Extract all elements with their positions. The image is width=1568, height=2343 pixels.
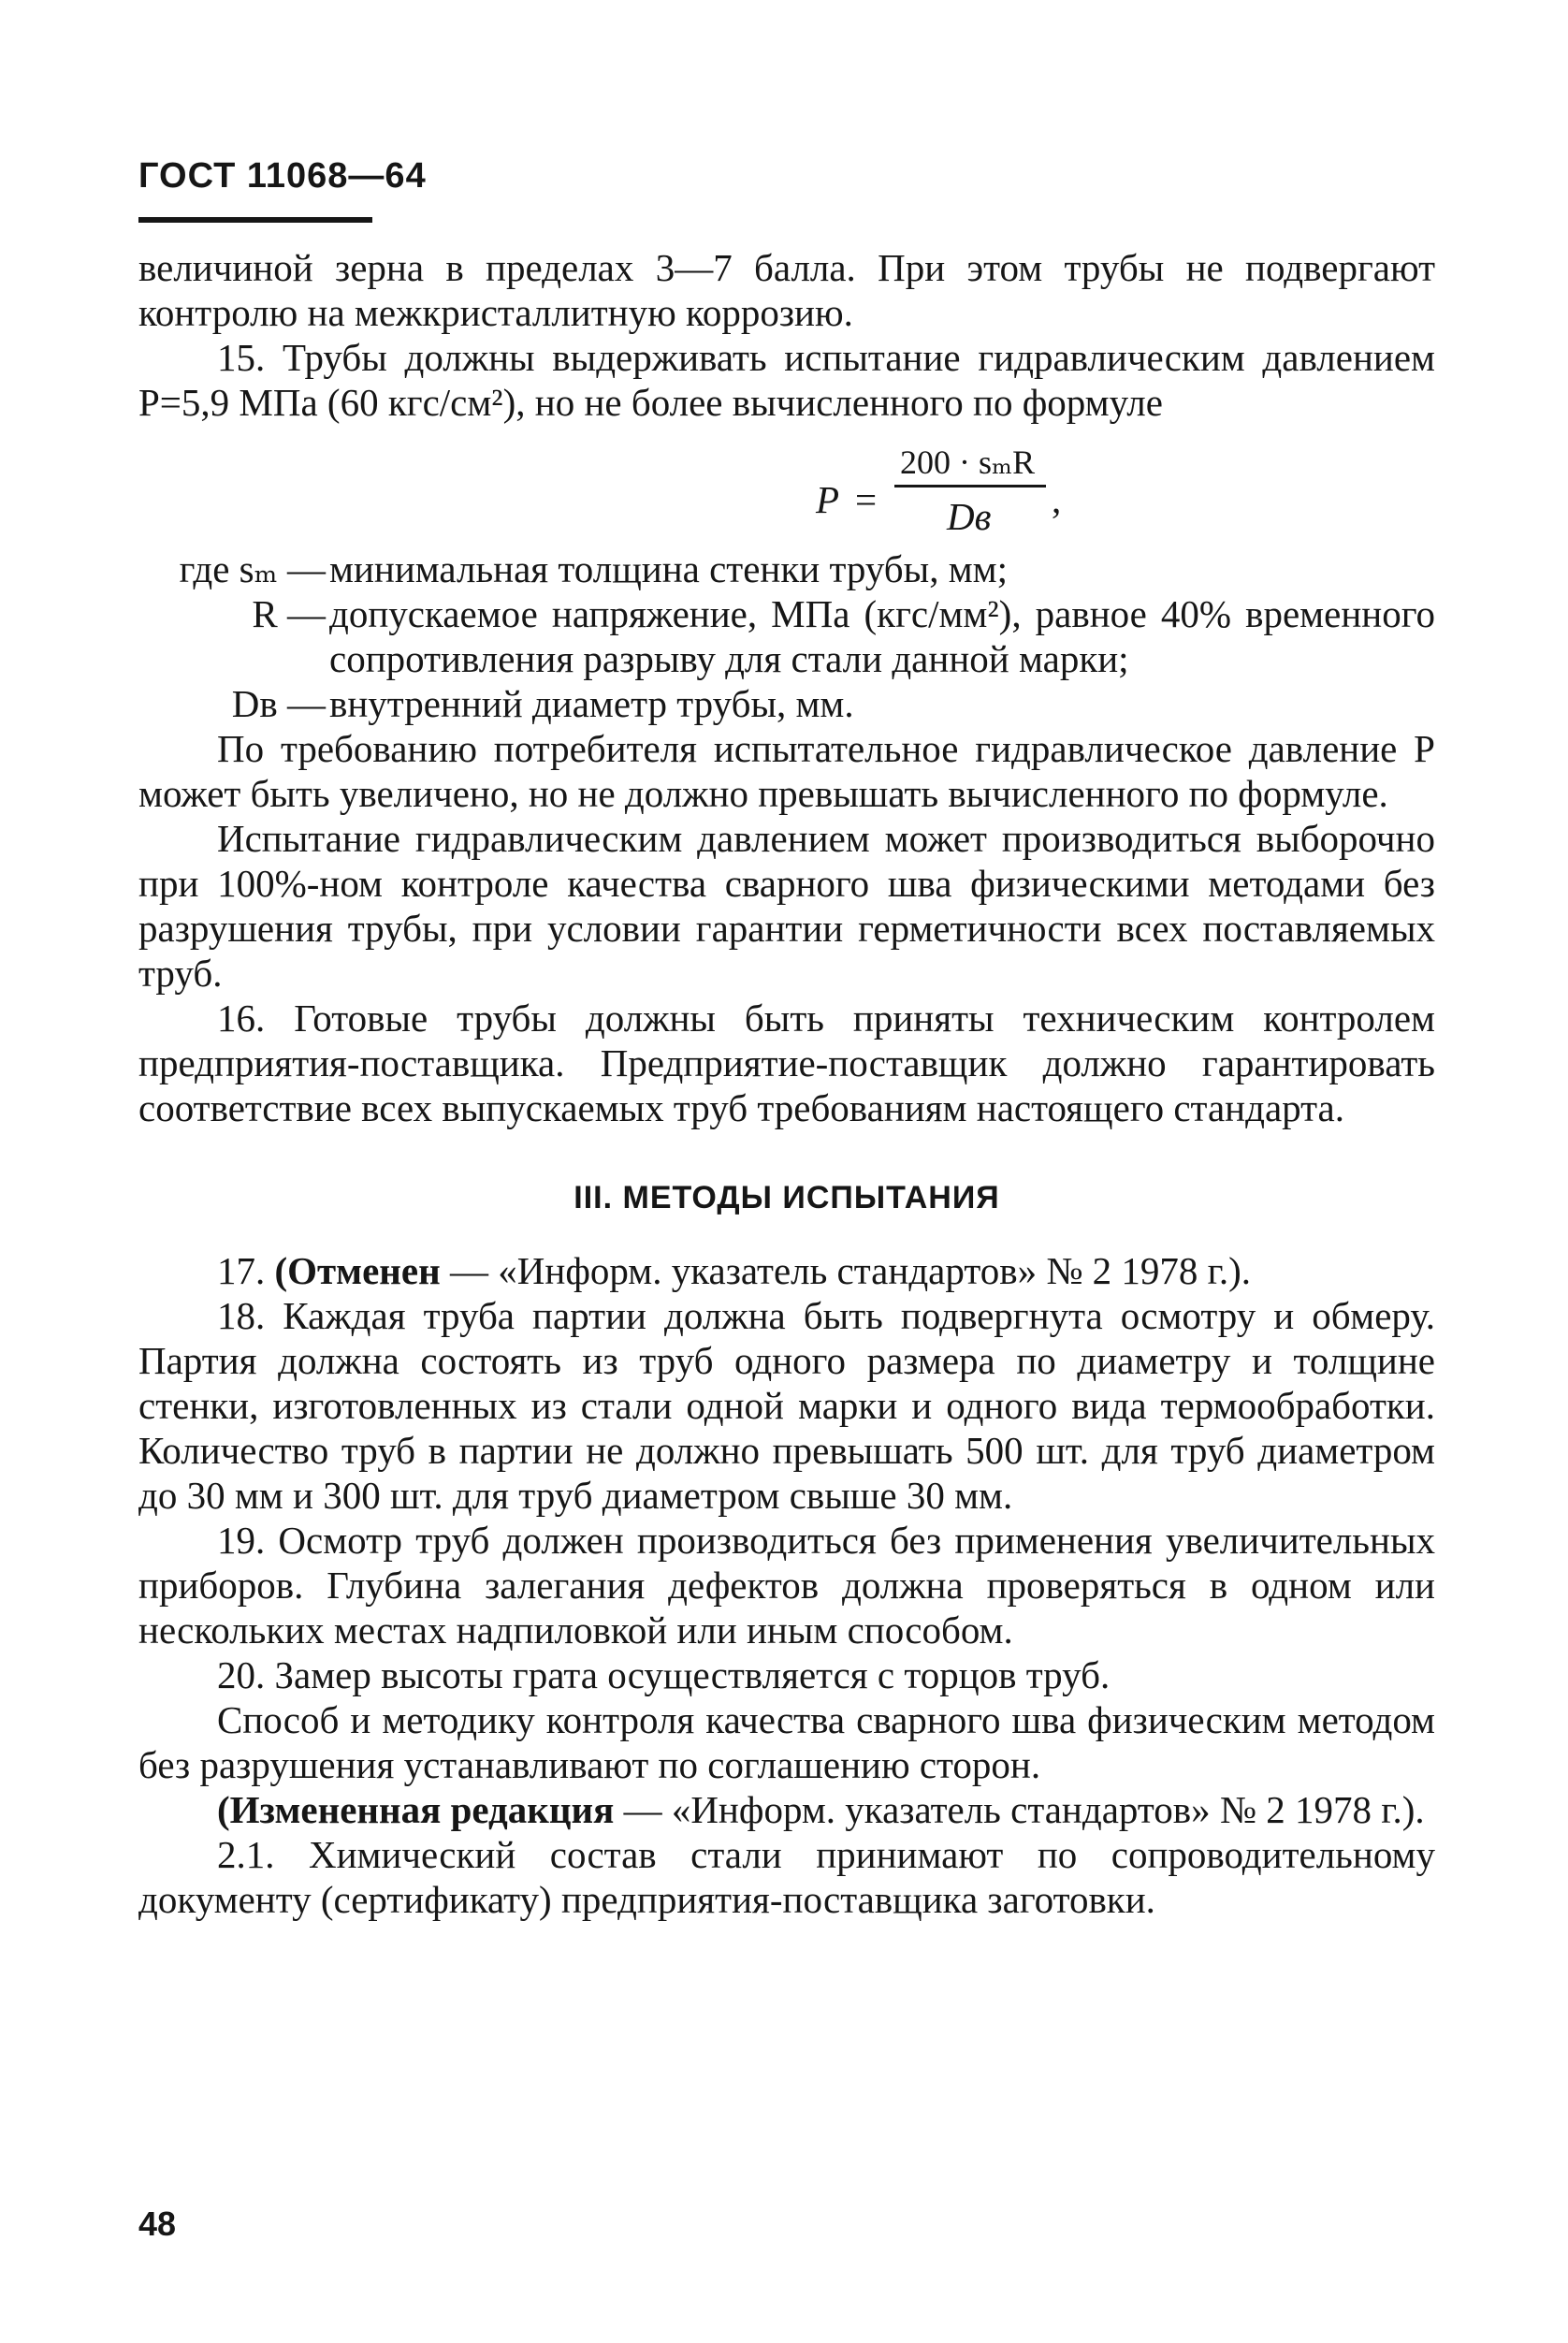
paragraph-18: 18. Каждая труба партии должна быть подвергнута осмотру и обмеру. Партия должна состоять из труб одного размера по диаметру и толщине стенки, изготовленных из стали одной марки и одного вида термообработки. Количество труб в партии не должно превышать 500 шт. для труб диаметром до 30 мм и 300 шт. для труб диаметром свыше 30 мм.	[138, 1294, 1435, 1517]
paragraph-15: 15. Трубы должны выдерживать испытание гидравлическим давлением Р=5,9 МПа (60 кгс/см²), но не более вычисленного по формуле	[138, 336, 1435, 424]
paragraph-15-b: Испытание гидравлическим давлением может производиться выборочно при 100%-ном контроле качества сварного шва физическими методами без разрушения трубы, при условии гарантии герметичности всех поставляемых труб.	[138, 817, 1435, 995]
header-rule	[138, 217, 372, 223]
paragraph-20-c	[138, 1787, 1435, 1832]
definition-item	[138, 546, 1435, 591]
section-title: III. МЕТОДЫ ИСПЫТАНИЯ	[573, 1180, 1000, 1215]
formula-equals: =	[855, 478, 878, 521]
formula-comma: ,	[1052, 478, 1062, 521]
paragraph-17	[138, 1248, 1435, 1293]
paragraph-17-number: 17.	[217, 1249, 275, 1292]
paragraph-20-c-rest: — «Информ. указатель стандартов» № 2 1978 г.).	[614, 1788, 1425, 1831]
pressure-formula	[138, 425, 1435, 546]
definition-text: внутренний диаметр трубы, мм.	[329, 682, 854, 725]
document-header: ГОСТ 11068—64	[138, 156, 427, 196]
paragraph-15-a: По требованию потребителя испытательное гидравлическое давление Р может быть увеличено, но не должно превышать вычисленного по формуле.	[138, 727, 1435, 815]
paragraph-16: 16. Готовые трубы должны быть приняты техническим контролем предприятия-поставщика. Предприятие-поставщик должно гарантировать соответствие всех выпускаемых труб требованиям настоящего стандарта.	[138, 997, 1435, 1129]
paragraph-2-1: 2.1. Химический состав стали принимают по сопроводительному документу (сертификату) предприятия-поставщика заготовки.	[138, 1833, 1435, 1921]
paragraph-14-continued: величиной зерна в пределах 3—7 балла. При этом трубы не подвергают контролю на межкристаллитную коррозию.	[138, 246, 1435, 334]
paragraph-17-bold: (Отменен	[274, 1249, 441, 1292]
definition-symbol: Dв —	[231, 682, 326, 725]
paragraph-20-c-bold: (Измененная редакция	[217, 1788, 615, 1831]
formula-denominator: Dв	[947, 495, 992, 538]
formula-lhs: Р	[816, 478, 840, 521]
definition-symbol: R —	[252, 592, 326, 635]
document-body	[138, 245, 1435, 1922]
definition-list	[138, 546, 1435, 726]
definition-item	[138, 591, 1435, 681]
document-page	[138, 155, 1435, 2261]
paragraph-20: 20. Замер высоты грата осуществляется с торцов труб.	[217, 1653, 1111, 1696]
definition-text: допускаемое напряжение, МПа (кгс/мм²), равное 40% временного сопротивления разрыву для стали данной марки;	[329, 592, 1435, 680]
page-number: 48	[138, 2205, 177, 2243]
definition-item	[138, 681, 1435, 726]
formula-numerator: 200 · sₘR	[900, 444, 1036, 481]
paragraph-19: 19. Осмотр труб должен производиться без применения увеличительных приборов. Глубина залегания дефектов должна проверяться в одном или нескольких местах надпиловкой или иным способом.	[138, 1519, 1435, 1652]
definition-text: минимальная толщина стенки трубы, мм;	[329, 547, 1008, 590]
formula-fraction-bar	[894, 485, 1046, 488]
definition-symbol: где sₘ —	[179, 547, 326, 590]
paragraph-20-b: Способ и методику контроля качества сварного шва физическим методом без разрушения устанавливают по соглашению сторон.	[138, 1698, 1435, 1786]
paragraph-17-rest: — «Информ. указатель стандартов» № 2 1978 г.).	[440, 1249, 1252, 1292]
